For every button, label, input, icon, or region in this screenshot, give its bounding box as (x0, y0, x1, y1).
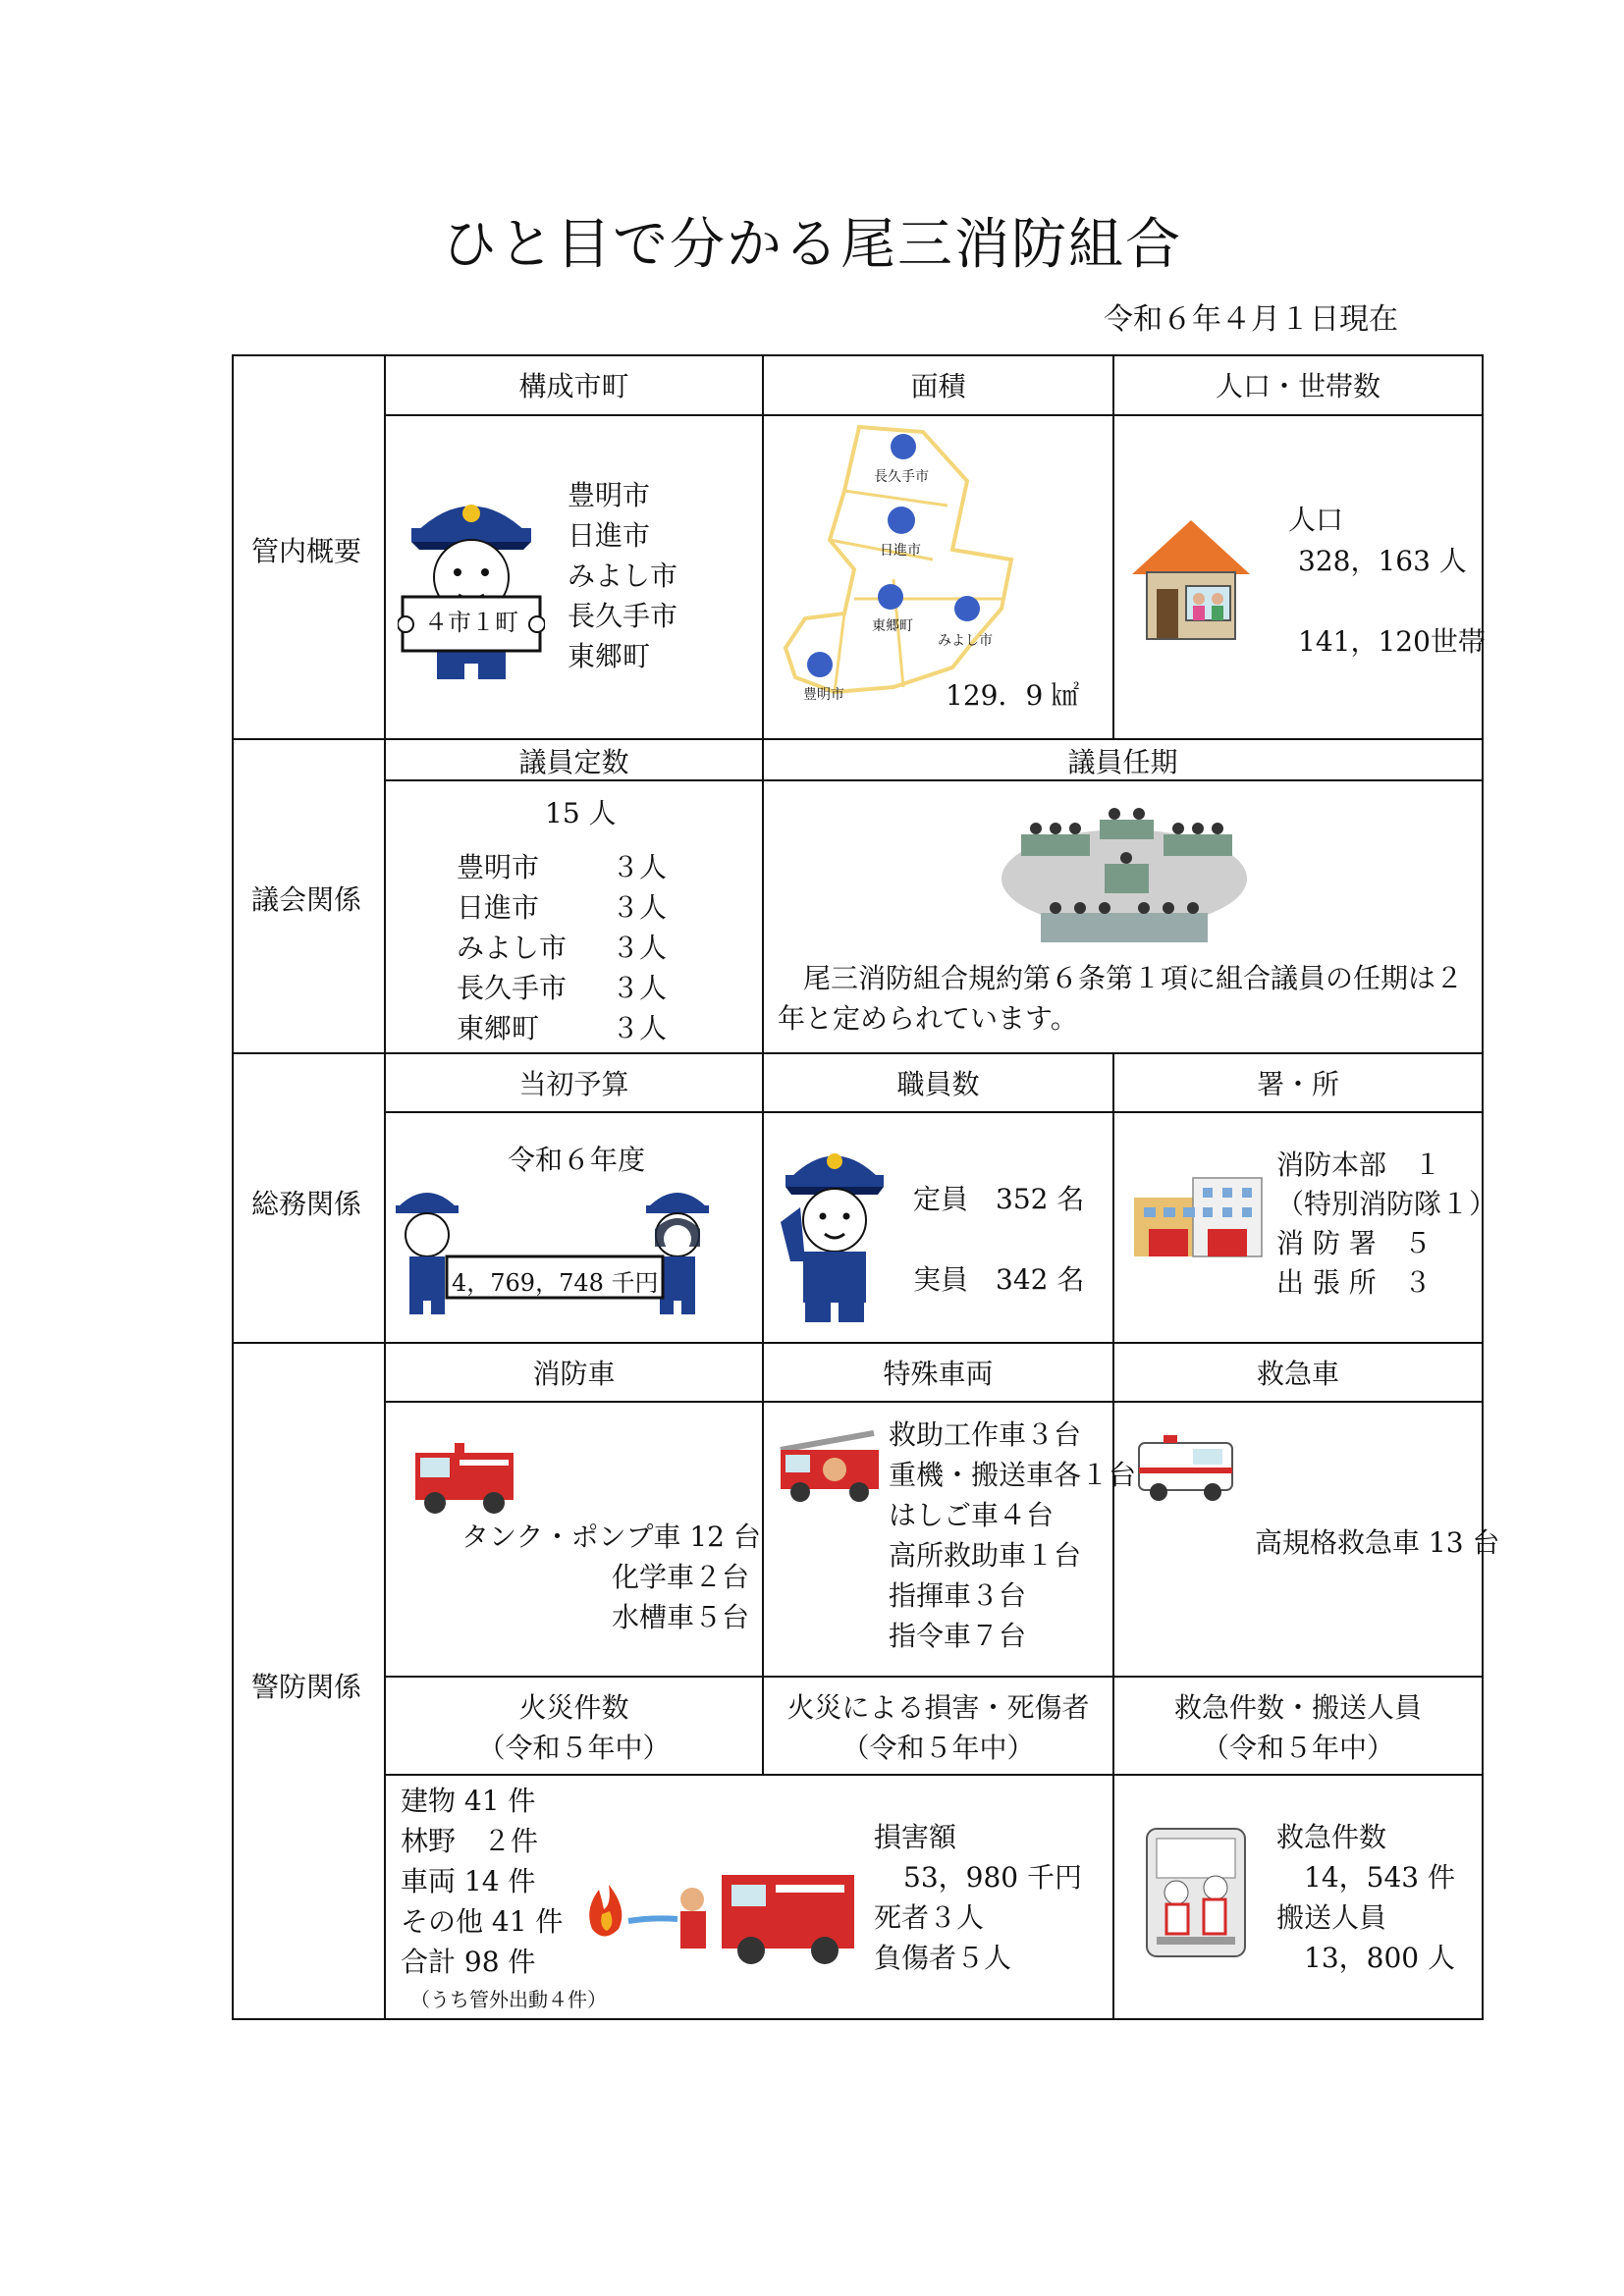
firefighting-illustration (574, 1850, 859, 1968)
special-rescue: 救助工作車３台 (889, 1418, 1082, 1451)
term-line-1: 尾三消防組合規約第６条第１項に組合議員の任期は２ (803, 962, 1464, 994)
municipality-4: 長久手市 (568, 600, 678, 632)
municipality-3: みよし市 (568, 560, 678, 592)
rescue-count: 14，543 件 (1304, 1861, 1455, 1894)
engine-chemical: 化学車２台 (612, 1561, 750, 1593)
fire-station-illustration (1124, 1168, 1272, 1261)
period-rescue: （令和５年中） (1201, 1732, 1394, 1764)
fire-engine-illustration (410, 1438, 518, 1517)
header-engines: 消防車 (532, 1358, 616, 1390)
seat-name-3: みよし市 (457, 932, 568, 964)
engine-tank-pump: タンク・ポンプ車 12 台 (461, 1521, 761, 1553)
municipality-5: 東郷町 (568, 640, 651, 672)
header-budget: 当初予算 (518, 1068, 629, 1100)
section-council: 議会関係 (250, 883, 361, 916)
transport-count: 13，800 人 (1304, 1942, 1455, 1974)
map-label-nagakute: 長久手市 (874, 469, 929, 485)
saluting-firefighter-illustration (776, 1134, 893, 1325)
special-ladder: はしご車４台 (889, 1499, 1055, 1531)
map-label-nisshin: 日進市 (880, 543, 921, 559)
seat-count-5: ３人 (612, 1012, 668, 1044)
special-heavy: 重機・搬送車各１台 (889, 1459, 1137, 1491)
header-members: 構成市町 (518, 370, 629, 402)
ambulance-count: 高規格救急車 13 台 (1255, 1526, 1500, 1559)
seat-count-1: ３人 (612, 851, 668, 883)
deaths: 死者３人 (874, 1901, 985, 1934)
header-damage: 火災による損害・死傷者 (786, 1691, 1090, 1724)
special-aerial: 高所救助車１台 (889, 1539, 1082, 1572)
seat-name-4: 長久手市 (457, 972, 568, 1004)
seat-name-5: 東郷町 (457, 1012, 540, 1044)
header-ambulance: 救急車 (1256, 1358, 1339, 1390)
header-fires: 火災件数 (518, 1691, 629, 1724)
engine-water-tank: 水槽車５台 (612, 1601, 750, 1633)
map-label-togo: 東郷町 (872, 618, 913, 634)
section-overview: 管内概要 (250, 535, 361, 567)
fires-forest: 林野 ２件 (401, 1825, 539, 1857)
header-offices: 署・所 (1256, 1068, 1339, 1100)
header-area: 面積 (910, 370, 966, 402)
firefighter-sign-illustration (398, 479, 545, 685)
page-title: ひと目で分かる尾三消防組合 (442, 213, 1182, 277)
special-command: 指揮車３台 (889, 1579, 1027, 1612)
seat-name-1: 豊明市 (457, 851, 540, 883)
header-staff: 職員数 (896, 1068, 980, 1100)
assembly-illustration (1001, 805, 1247, 952)
fires-note: （うち管外出動４件） (410, 1988, 607, 2011)
area-value: 129．9 ㎢ (946, 679, 1080, 712)
period-damage: （令和５年中） (841, 1732, 1035, 1764)
section-fire: 警防関係 (250, 1671, 361, 1703)
header-population: 人口・世帯数 (1215, 370, 1380, 402)
transport-label: 搬送人員 (1276, 1901, 1387, 1934)
seat-count-4: ３人 (612, 972, 668, 1004)
fires-other: その他 41 件 (401, 1905, 564, 1938)
office-line-4: 出 張 所 ３ (1276, 1266, 1432, 1299)
damage-label: 損害額 (874, 1821, 957, 1853)
municipality-2: 日進市 (568, 519, 651, 552)
header-special: 特殊車両 (883, 1358, 994, 1390)
damage-amount: 53，980 千円 (903, 1861, 1082, 1894)
office-line-3: 消 防 署 ５ (1276, 1227, 1432, 1259)
header-rescue: 救急件数・搬送人員 (1173, 1691, 1422, 1724)
sign-text: ４市１町 (424, 609, 518, 636)
fires-vehicle: 車両 14 件 (401, 1865, 536, 1897)
term-line-2: 年と定められています。 (778, 1002, 1078, 1035)
population-label: 人口 (1288, 504, 1344, 536)
budget-amount: 4，769，748 千円 (452, 1269, 659, 1297)
population-value: 328，163 人 (1298, 545, 1467, 577)
ambulance-illustration (1134, 1433, 1237, 1504)
as-of-date: 令和６年４月１日現在 (1104, 302, 1398, 337)
map-label-miyoshi: みよし市 (938, 633, 993, 649)
ladder-truck-illustration (776, 1425, 884, 1504)
office-line-2: （特別消防隊１） (1276, 1188, 1497, 1220)
section-general: 総務関係 (250, 1188, 361, 1220)
seats-total: 15 人 (545, 797, 617, 829)
office-line-1: 消防本部 １ (1276, 1148, 1442, 1181)
seat-name-2: 日進市 (457, 891, 540, 924)
fires-building: 建物 41 件 (401, 1785, 536, 1817)
budget-banner-illustration (388, 1178, 727, 1325)
seat-count-3: ３人 (612, 932, 668, 964)
municipality-1: 豊明市 (568, 479, 651, 511)
fires-total: 合計 98 件 (401, 1946, 536, 1978)
house-illustration (1127, 515, 1255, 643)
header-term: 議員任期 (1067, 746, 1178, 778)
ambulance-crew-illustration (1142, 1824, 1250, 1961)
injured: 負傷者５人 (874, 1942, 1012, 1974)
header-seats: 議員定数 (518, 746, 629, 778)
seat-count-2: ３人 (612, 891, 668, 924)
fiscal-year: 令和６年度 (508, 1144, 646, 1176)
period-fires: （令和５年中） (477, 1732, 671, 1764)
households-value: 141，120世帯 (1298, 625, 1486, 658)
staff-actual: 実員 342 名 (913, 1263, 1085, 1296)
rescue-label: 救急件数 (1276, 1821, 1387, 1853)
special-dispatch: 指令車７台 (889, 1620, 1027, 1652)
map-label-toyoake: 豊明市 (803, 687, 844, 703)
staff-quota: 定員 352 名 (913, 1183, 1085, 1215)
